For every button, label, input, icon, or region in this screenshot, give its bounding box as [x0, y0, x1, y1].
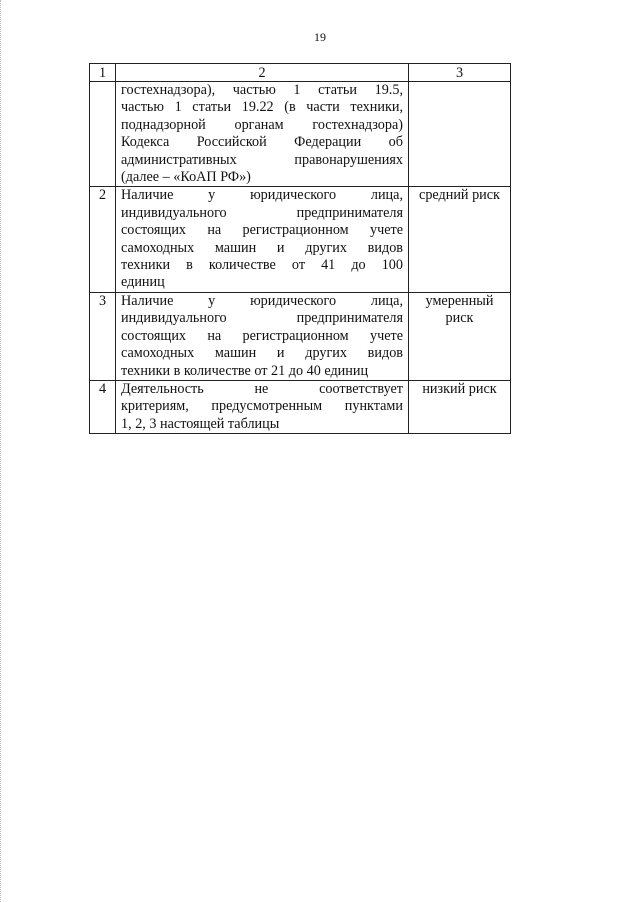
- risk-category-table: [89, 63, 511, 434]
- criteria-text-line: самоходных машин и других видов: [121, 239, 403, 256]
- criteria-text-cell: [116, 292, 409, 380]
- criteria-text-line: критериям, предусмотренным пунктами: [121, 398, 403, 415]
- risk-category-cell: умеренный риск: [409, 292, 511, 380]
- table-header-row: [90, 64, 511, 82]
- row-number-cell: [90, 82, 116, 187]
- criteria-text-cell: [116, 82, 409, 187]
- criteria-text-line: Кодекса Российской Федерации об: [121, 134, 403, 151]
- criteria-text-line: техники в количестве от 41 до 100: [121, 257, 403, 274]
- table-header-cell-1: 1: [90, 64, 116, 82]
- row-number-cell: 3: [90, 292, 116, 380]
- criteria-text-line: единиц: [121, 274, 165, 291]
- criteria-text-line: индивидуального предпринимателя: [121, 310, 403, 327]
- criteria-text-line: самоходных машин и других видов: [121, 345, 403, 362]
- page-number: 19: [314, 30, 326, 44]
- risk-category-cell: низкий риск: [409, 380, 511, 433]
- row-number-cell: 2: [90, 187, 116, 292]
- scan-margin-marks: [0, 0, 5, 902]
- criteria-text-line: Наличие у юридического лица,: [121, 292, 403, 309]
- table-row: [90, 292, 511, 380]
- table-row: [90, 187, 511, 292]
- criteria-text-line: гостехнадзора), частью 1 статьи 19.5,: [121, 82, 403, 98]
- risk-category-cell: средний риск: [409, 187, 511, 292]
- criteria-text-line: частью 1 статьи 19.22 (в части техники,: [121, 99, 403, 116]
- table-header-cell-2: 2: [116, 64, 409, 82]
- criteria-text-line: административных правонарушениях: [121, 151, 403, 168]
- criteria-text-line: состоящих на регистрационном учете: [121, 327, 403, 344]
- table-row: [90, 380, 511, 433]
- criteria-text-cell: [116, 380, 409, 433]
- criteria-text-cell: [116, 187, 409, 292]
- criteria-text-line: состоящих на регистрационном учете: [121, 222, 403, 239]
- row-number-cell: 4: [90, 380, 116, 433]
- table-row: [90, 82, 511, 187]
- criteria-text-line: техники в количестве от 21 до 40 единиц: [121, 362, 369, 379]
- criteria-text-line: Наличие у юридического лица,: [121, 187, 403, 204]
- table-header-cell-3: 3: [409, 64, 511, 82]
- criteria-text-line: Деятельность не соответствует: [121, 380, 403, 397]
- criteria-text-line: индивидуального предпринимателя: [121, 204, 403, 221]
- criteria-text-line: (далее – «КоАП РФ»): [121, 169, 251, 186]
- criteria-text-line: 1, 2, 3 настоящей таблицы: [121, 415, 280, 432]
- table-body: [90, 82, 511, 434]
- criteria-text-line: поднадзорной органам гостехнадзора): [121, 116, 403, 133]
- risk-category-cell: [409, 82, 511, 187]
